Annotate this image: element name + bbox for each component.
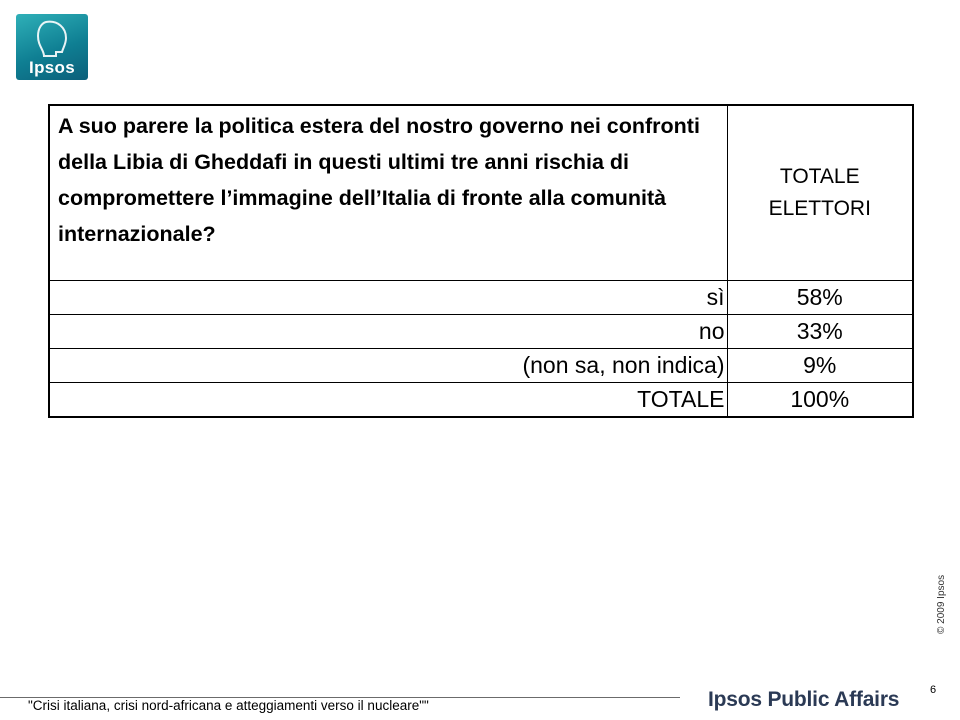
total-value: 100% (727, 383, 913, 418)
table-total-row (49, 383, 913, 418)
survey-table (48, 104, 914, 418)
column-header-line2: ELETTORI (768, 197, 871, 220)
survey-question: A suo parere la politica estera del nostro governo nei confronti della Libia di Gheddafi in questi ultimi tre anni rischia di compromettere l’immagine dell’Italia di fronte alla comunità internazionale? (49, 105, 727, 281)
answer-value: 58% (727, 281, 913, 315)
table-row (49, 315, 913, 349)
answer-label: no (49, 315, 727, 349)
column-header-line1: TOTALE (779, 165, 860, 188)
answer-value: 33% (727, 315, 913, 349)
table-header-row (49, 105, 913, 281)
footer-caption: "Crisi italiana, crisi nord-africana e atteggiamenti verso il nucleare"" (28, 698, 429, 713)
total-label: TOTALE (49, 383, 727, 418)
answer-label: (non sa, non indica) (49, 349, 727, 383)
answer-label: sì (49, 281, 727, 315)
logo-text: Ipsos (29, 58, 75, 77)
column-header (727, 105, 913, 281)
page-number: 6 (930, 684, 937, 696)
ipsos-logo (16, 14, 88, 80)
answer-value: 9% (727, 349, 913, 383)
copyright-text: © 2009 Ipsos (936, 574, 947, 634)
table-row (49, 281, 913, 315)
table-row (49, 349, 913, 383)
brand-name: Ipsos Public Affairs (708, 688, 900, 711)
